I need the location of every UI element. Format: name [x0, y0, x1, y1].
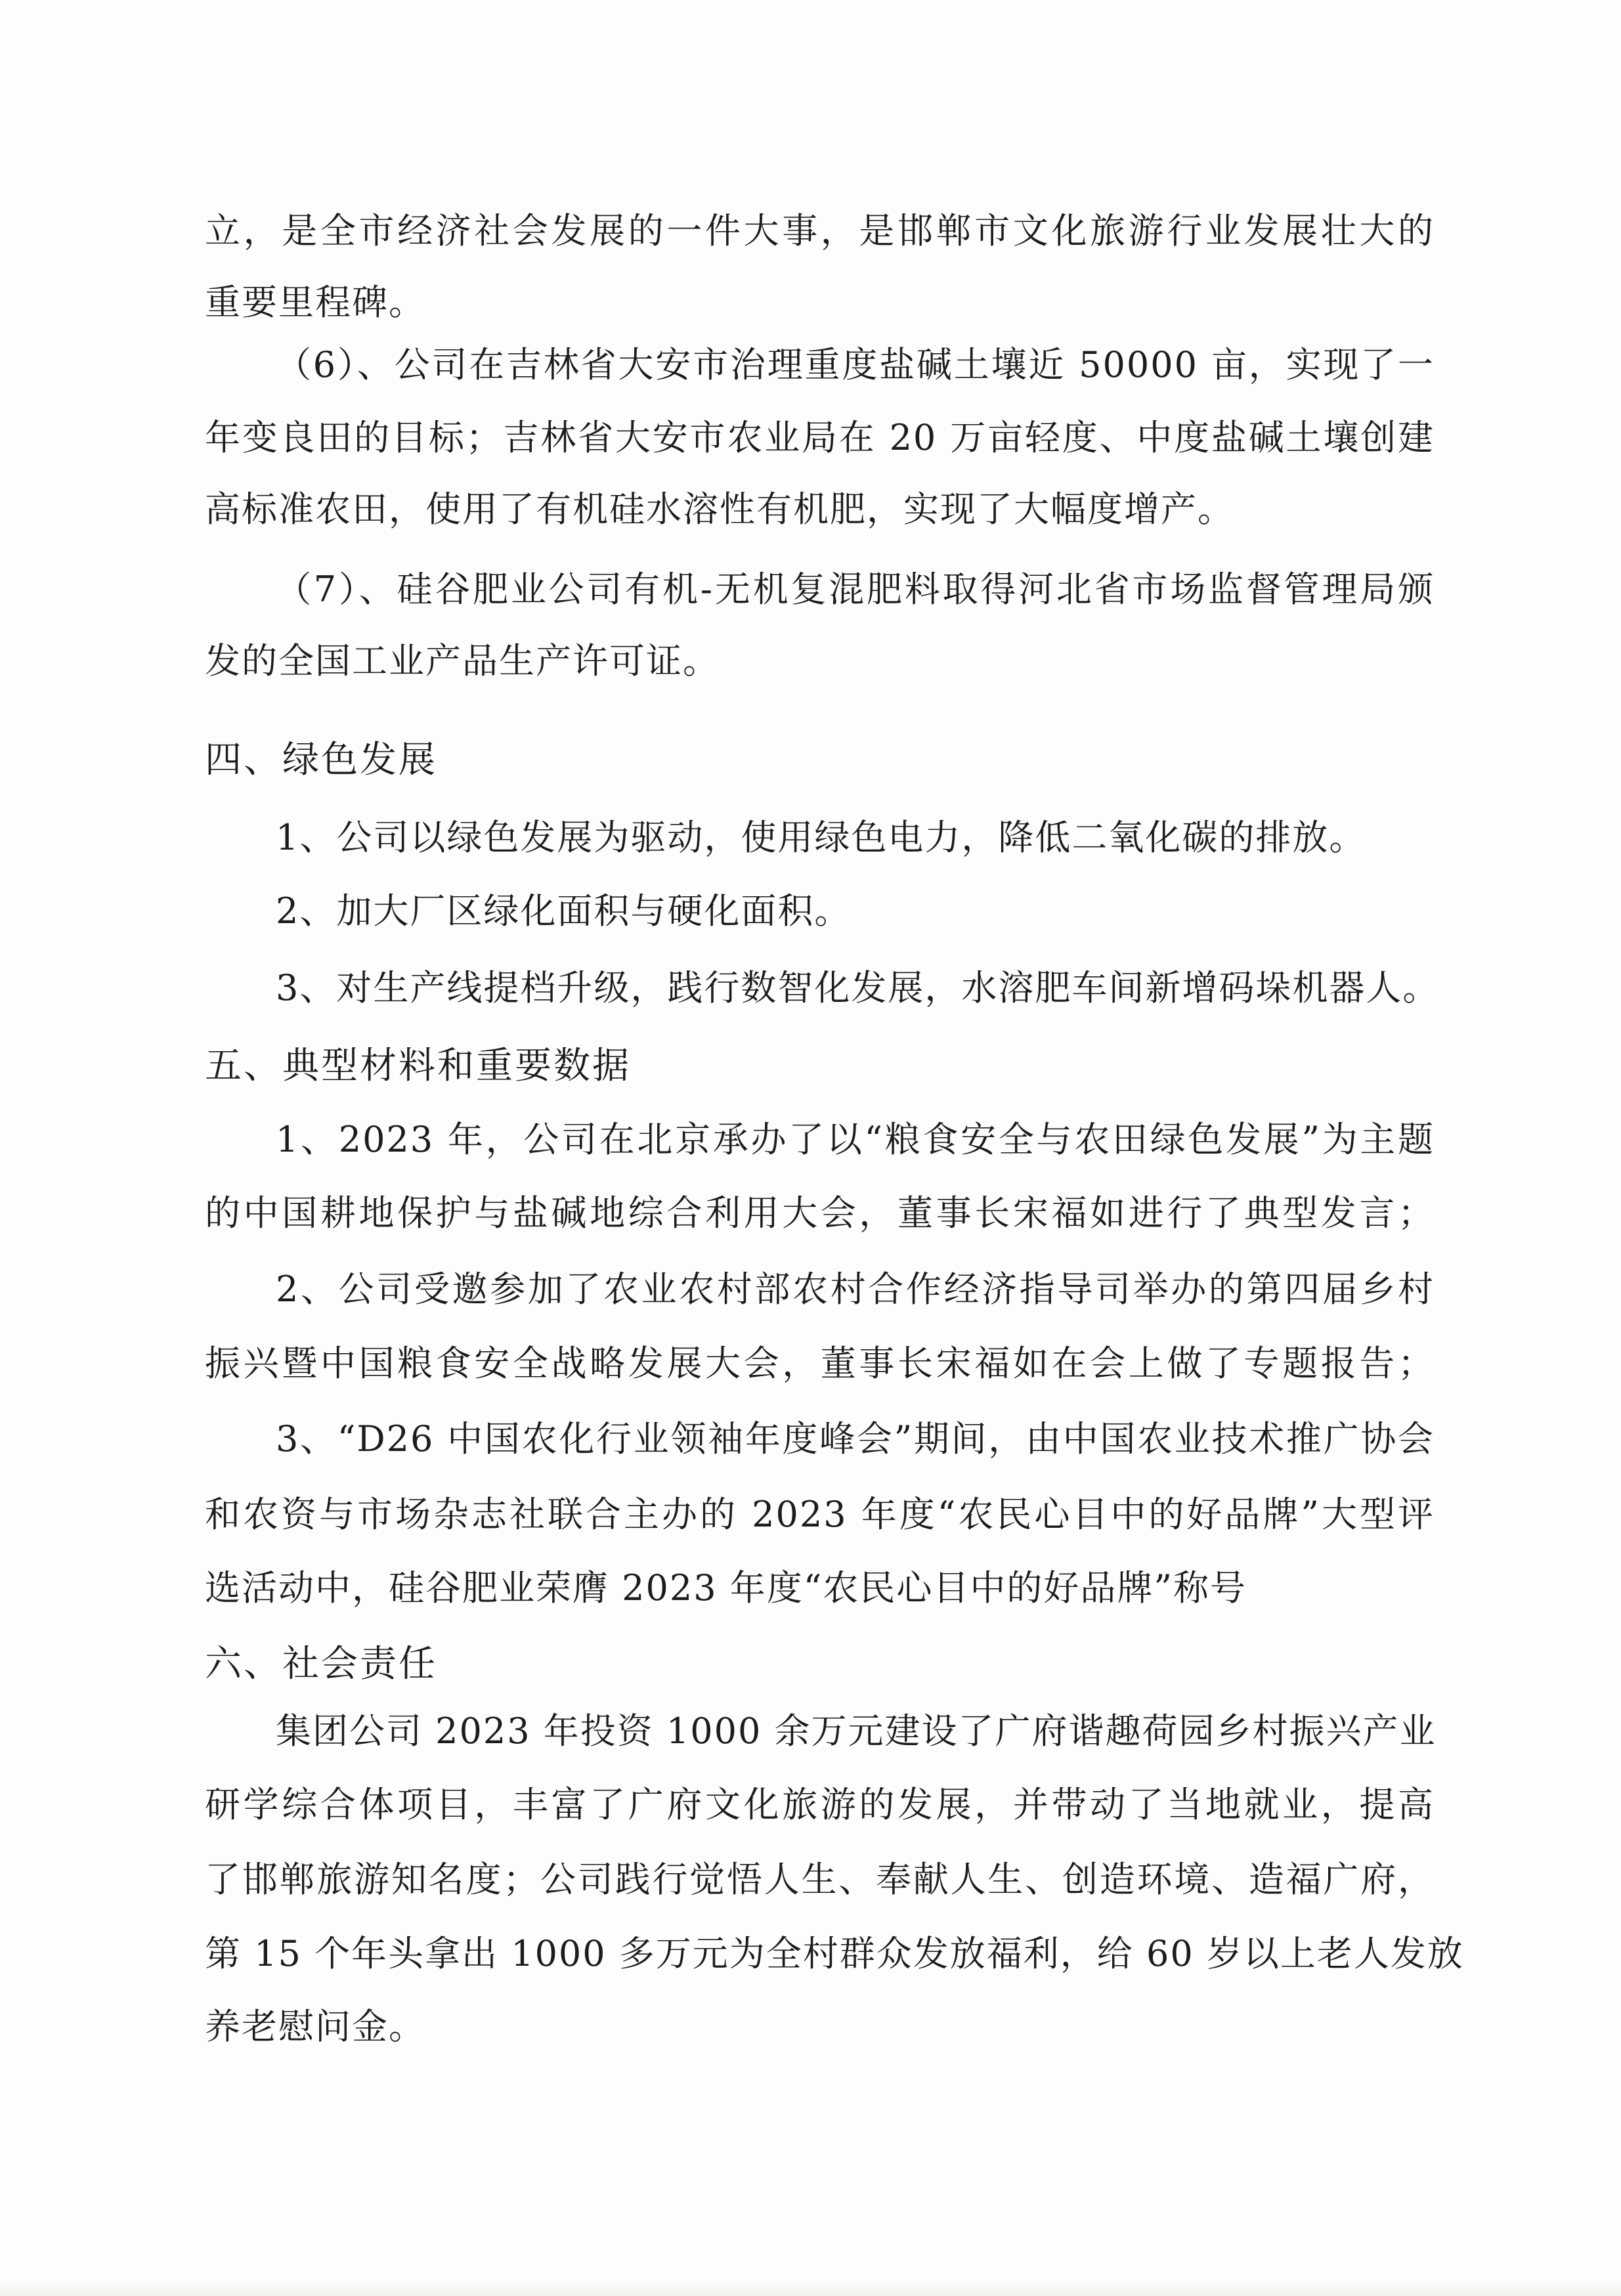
- section-6-line-1: 集团公司 2023 年投资 1000 余万元建设了广府谐趣荷园乡村振兴产业: [276, 1710, 1437, 1752]
- item-6-line-2: 年变良田的目标；吉林省大安市农业局在 20 万亩轻度、中度盐碱土壤创建: [205, 417, 1435, 458]
- section-5-item-3-line-1: 3、“D26 中国农化行业领袖年度峰会”期间，由中国农业技术推广协会: [276, 1418, 1435, 1460]
- section-6-heading: 六、社会责任: [205, 1643, 437, 1685]
- item-6-line-1: （6）、公司在吉林省大安市治理重度盐碱土壤近 50000 亩，实现了一: [276, 344, 1435, 385]
- section-4-item-3: 3、对生产线提档升级，践行数智化发展，水溶肥车间新增码垛机器人。: [276, 967, 1440, 1008]
- section-5-heading: 五、典型材料和重要数据: [205, 1045, 631, 1087]
- continued-paragraph-line-1: 立，是全市经济社会发展的一件大事，是邯郸市文化旅游行业发展壮大的: [205, 210, 1435, 251]
- section-5-item-3-line-2: 和农资与市场杂志社联合主办的 2023 年度“农民心目中的好品牌”大型评: [205, 1494, 1435, 1535]
- section-5-item-3-line-3: 选活动中，硅谷肥业荣膺 2023 年度“农民心目中的好品牌”称号: [205, 1567, 1247, 1609]
- section-5-item-1-line-2: 的中国耕地保护与盐碱地综合利用大会，董事长宋福如进行了典型发言；: [205, 1192, 1435, 1234]
- section-4-item-2: 2、加大厂区绿化面积与硬化面积。: [276, 890, 852, 932]
- section-6-line-2: 研学综合体项目，丰富了广府文化旅游的发展，并带动了当地就业，提高: [205, 1784, 1435, 1825]
- section-4-heading: 四、绿色发展: [205, 739, 437, 781]
- continued-paragraph-line-2: 重要里程碑。: [205, 282, 425, 323]
- item-7-line-2: 发的全国工业产品生产许可证。: [205, 640, 720, 682]
- section-6-line-3: 了邯郸旅游知名度；公司践行觉悟人生、奉献人生、创造环境、造福广府，: [205, 1859, 1435, 1900]
- item-7-line-1: （7）、硅谷肥业公司有机-无机复混肥料取得河北省市场监督管理局颁: [276, 569, 1435, 610]
- section-6-line-4: 第 15 个年头拿出 1000 多万元为全村群众发放福利，给 60 岁以上老人发放: [205, 1933, 1464, 1974]
- section-5-item-2-line-1: 2、公司受邀参加了农业农村部农村合作经济指导司举办的第四届乡村: [276, 1268, 1435, 1310]
- section-5-item-1-line-1: 1、2023 年，公司在北京承办了以“粮食安全与农田绿色发展”为主题: [276, 1119, 1435, 1160]
- item-6-line-3: 高标准农田，使用了有机硅水溶性有机肥，实现了大幅度增产。: [205, 488, 1234, 530]
- page-bottom-edge: [0, 2278, 1621, 2296]
- section-4-item-1: 1、公司以绿色发展为驱动，使用绿色电力，降低二氧化碳的排放。: [276, 817, 1366, 858]
- section-5-item-2-line-2: 振兴暨中国粮食安全战略发展大会，董事长宋福如在会上做了专题报告；: [205, 1343, 1435, 1384]
- section-6-line-5: 养老慰问金。: [205, 2006, 425, 2047]
